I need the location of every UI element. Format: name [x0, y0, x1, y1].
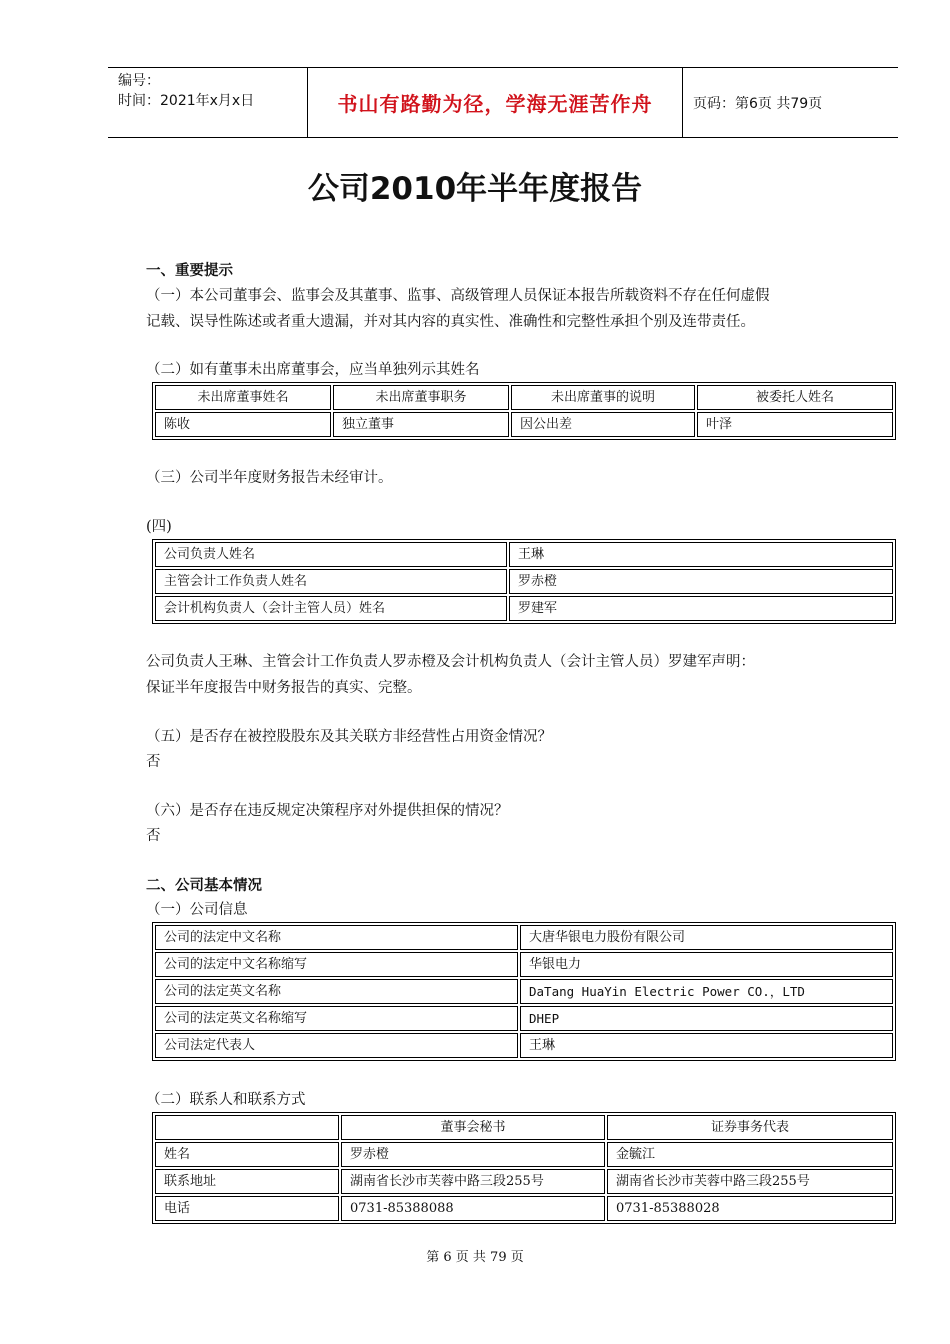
table-cell: 金毓江: [607, 1142, 893, 1167]
table-row: [155, 542, 893, 567]
time-label: 时间：2021年x月x日: [118, 93, 255, 109]
header-page-info: 页码：第6页 共79页: [693, 95, 823, 112]
table-cell: 公司的法定英文名称: [155, 979, 518, 1004]
table-header-cell: 证券事务代表: [607, 1115, 893, 1140]
table-row: [155, 596, 893, 621]
table-cell: 罗建军: [509, 596, 893, 621]
table-header-cell: [155, 1115, 339, 1140]
subheading-contacts: （二）联系人和联系方式: [146, 1092, 306, 1108]
table-cell: 湖南省长沙市芙蓉中路三段255号: [341, 1169, 605, 1194]
table-cell: 姓名: [155, 1142, 339, 1167]
table-cell: 因公出差: [511, 412, 695, 437]
table-cell: 0731-85388088: [341, 1196, 605, 1221]
table-cell: 湖南省长沙市芙蓉中路三段255号: [607, 1169, 893, 1194]
responsible-persons-table: [152, 539, 896, 624]
company-info-table: [152, 922, 896, 1061]
table-cell: 公司的法定中文名称: [155, 925, 518, 950]
header-meta: [108, 68, 308, 137]
paragraph-3: （三）公司半年度财务报告未经审计。: [146, 470, 393, 486]
table-cell: 电话: [155, 1196, 339, 1221]
table-row: [155, 412, 893, 437]
table-cell: 叶泽: [697, 412, 893, 437]
table-row: [155, 569, 893, 594]
table-header-row: [155, 385, 893, 410]
header-motto: 书山有路勤为径，学海无涯苦作舟: [308, 68, 683, 137]
table-row: [155, 925, 893, 950]
absent-directors-table: [152, 382, 896, 440]
statement-line-1: 公司负责人王琳、主管会计工作负责人罗赤橙及会计机构负责人（会计主管人员）罗建军声明：: [146, 654, 755, 670]
paragraph-4: (四): [146, 519, 172, 535]
table-cell: 王琳: [520, 1033, 893, 1058]
table-header-cell: 董事会秘书: [341, 1115, 605, 1140]
paragraph-1-line-2: 记载、误导性陈述或者重大遗漏，并对其内容的真实性、准确性和完整性承担个别及连带责任。: [146, 314, 755, 330]
table-cell: 大唐华银电力股份有限公司: [520, 925, 893, 950]
question-6: （六）是否存在违反规定决策程序对外提供担保的情况？: [146, 803, 509, 819]
table-cell: 公司负责人姓名: [155, 542, 507, 567]
table-cell: 华银电力: [520, 952, 893, 977]
table-cell: 陈收: [155, 412, 331, 437]
table-row: [155, 979, 893, 1004]
table-cell: 联系地址: [155, 1169, 339, 1194]
table-cell: 罗赤橙: [341, 1142, 605, 1167]
table-header-cell: 被委托人姓名: [697, 385, 893, 410]
table-row: [155, 952, 893, 977]
paragraph-1-line-1: （一）本公司董事会、监事会及其董事、监事、高级管理人员保证本报告所载资料不存在任何虚假: [146, 288, 770, 304]
number-label: 编号：: [118, 73, 160, 89]
page-header: [108, 67, 898, 138]
table-cell: 独立董事: [333, 412, 509, 437]
statement-line-2: 保证半年度报告中财务报告的真实、完整。: [146, 680, 422, 696]
paragraph-2: （二）如有董事未出席董事会，应当单独列示其姓名: [146, 362, 480, 378]
table-row: [155, 1033, 893, 1058]
table-cell: 公司法定代表人: [155, 1033, 518, 1058]
document-title: 公司2010年半年度报告: [307, 171, 643, 207]
table-row: [155, 1006, 893, 1031]
table-header-cell: 未出席董事的说明: [511, 385, 695, 410]
table-cell: 王琳: [509, 542, 893, 567]
answer-6: 否: [146, 828, 161, 844]
contacts-table: [152, 1112, 896, 1224]
table-row: [155, 1196, 893, 1221]
table-cell: 会计机构负责人（会计主管人员）姓名: [155, 596, 507, 621]
section-heading-basic-info: 二、公司基本情况: [146, 878, 262, 894]
table-header-row: [155, 1115, 893, 1140]
table-row: [155, 1169, 893, 1194]
table-cell: 公司的法定中文名称缩写: [155, 952, 518, 977]
table-cell: 公司的法定英文名称缩写: [155, 1006, 518, 1031]
table-cell: 罗赤橙: [509, 569, 893, 594]
table-row: [155, 1142, 893, 1167]
subheading-company-info: （一）公司信息: [146, 902, 248, 918]
table-header-cell: 未出席董事姓名: [155, 385, 331, 410]
table-cell: DHEP: [520, 1006, 893, 1031]
question-5: （五）是否存在被控股股东及其关联方非经营性占用资金情况？: [146, 729, 552, 745]
page-footer: 第 6 页 共 79 页: [426, 1250, 524, 1265]
table-cell: 0731-85388028: [607, 1196, 893, 1221]
section-heading-important: 一、重要提示: [146, 263, 233, 279]
table-cell: 主管会计工作负责人姓名: [155, 569, 507, 594]
answer-5: 否: [146, 754, 161, 770]
table-cell: DaTang HuaYin Electric Power CO.，LTD: [520, 979, 893, 1004]
table-header-cell: 未出席董事职务: [333, 385, 509, 410]
